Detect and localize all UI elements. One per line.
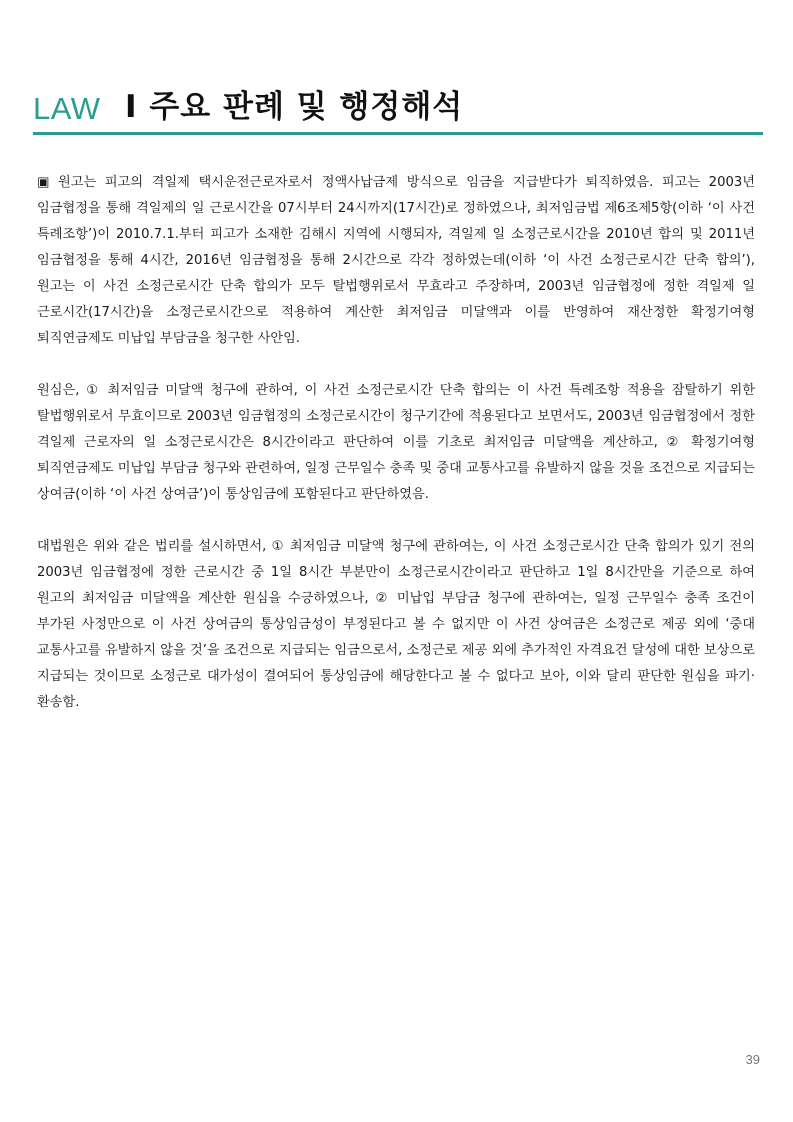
page-number: 39: [745, 1052, 760, 1067]
case-summary-paragraph: ▣ 원고는 피고의 격일제 택시운전근로자로서 정액사납금제 방식으로 임금을 지급받다가 퇴직하였음. 피고는 2003년 임금협정을 통해 격일제의 일 근로시간을 07시부터 24시까지(17시간)로 정하였으나, 최저임금법 제6조제5항(이하 ‘이 사건 특례조항’)이 2010.7.1.부터 피고가 소재한 김해시 지역에 시행되자, 격일제 일 소정근로시간을 2010년 합의 및 2011년 임금협정을 통해 4시간, 2016년 임금협정을 통해 2시간으로 각각 정하였는데(이하 ‘이 사건 소정근로시간 단축 합의’), 원고는 이 사건 소정근로시간 단축 합의가 모두 탈법행위로서 무효라고 주장하며, 2003년 임금협정에 정한 격일제 일 근로시간(17시간)을 소정근로시간으로 적용하여 계산한 최저임금 미달액과 이를 반영하여 재산정한 확정기여형 퇴직연금제도 미납입 부담금을 청구한 사안임.: [37, 175, 755, 346]
section-tag: LAW: [33, 91, 101, 126]
lower-court-paragraph: 원심은, ① 최저임금 미달액 청구에 관하여, 이 사건 소정근로시간 단축 합의는 이 사건 특례조항 적용을 잠탈하기 위한 탈법행위로서 무효이므로 2003년 임금협정의 소정근로시간이 청구기간에 적용된다고 보면서도, 2003년 임금협정에서 정한 격일제 근로자의 일 소정근로시간은 8시간이라고 판단하여 이를 기초로 최저임금 미달액을 계산하고, ② 확정기여형 퇴직연금제도 미납입 부담금 청구와 관련하여, 일정 근무일수 충족 및 중대 교통사고를 유발하지 않을 것을 조건으로 지급되는 상여금(이하 ‘이 사건 상여금’)이 통상임금에 포함된다고 판단하였음.: [37, 383, 755, 502]
document-body: [37, 170, 755, 742]
supreme-court-paragraph: 대법원은 위와 같은 법리를 설시하면서, ① 최저임금 미달액 청구에 관하여는, 이 사건 소정근로시간 단축 합의가 있기 전의 2003년 임금협정에 정한 근로시간 중 1일 8시간 부분만이 소정근로시간이라고 판단하고 1일 8시간만을 기준으로 하여 원고의 최저임금 미달액을 계산한 원심을 수긍하였으나, ② 미납입 부담금 청구에 관하여는, 일정 근무일수 충족 조건이 부가된 사정만으로 이 사건 상여금의 통상임금성이 부정된다고 볼 수 없지만 이 사건 상여금은 소정근로 제공 외에 ‘중대 교통사고를 유발하지 않을 것’을 조건으로 지급되는 임금으로서, 소정근로 제공 외에 추가적인 자격요건 달성에 대한 보상으로 지급되는 것이므로 소정근로 대가성이 결여되어 통상임금에 해당한다고 볼 수 없다고 보아, 이와 달리 판단한 원심을 파기·환송함.: [37, 539, 755, 710]
page-header: [33, 84, 763, 136]
title-divider: [33, 132, 763, 135]
page-title: Ⅰ 주요 판례 및 행정해석: [125, 89, 464, 125]
